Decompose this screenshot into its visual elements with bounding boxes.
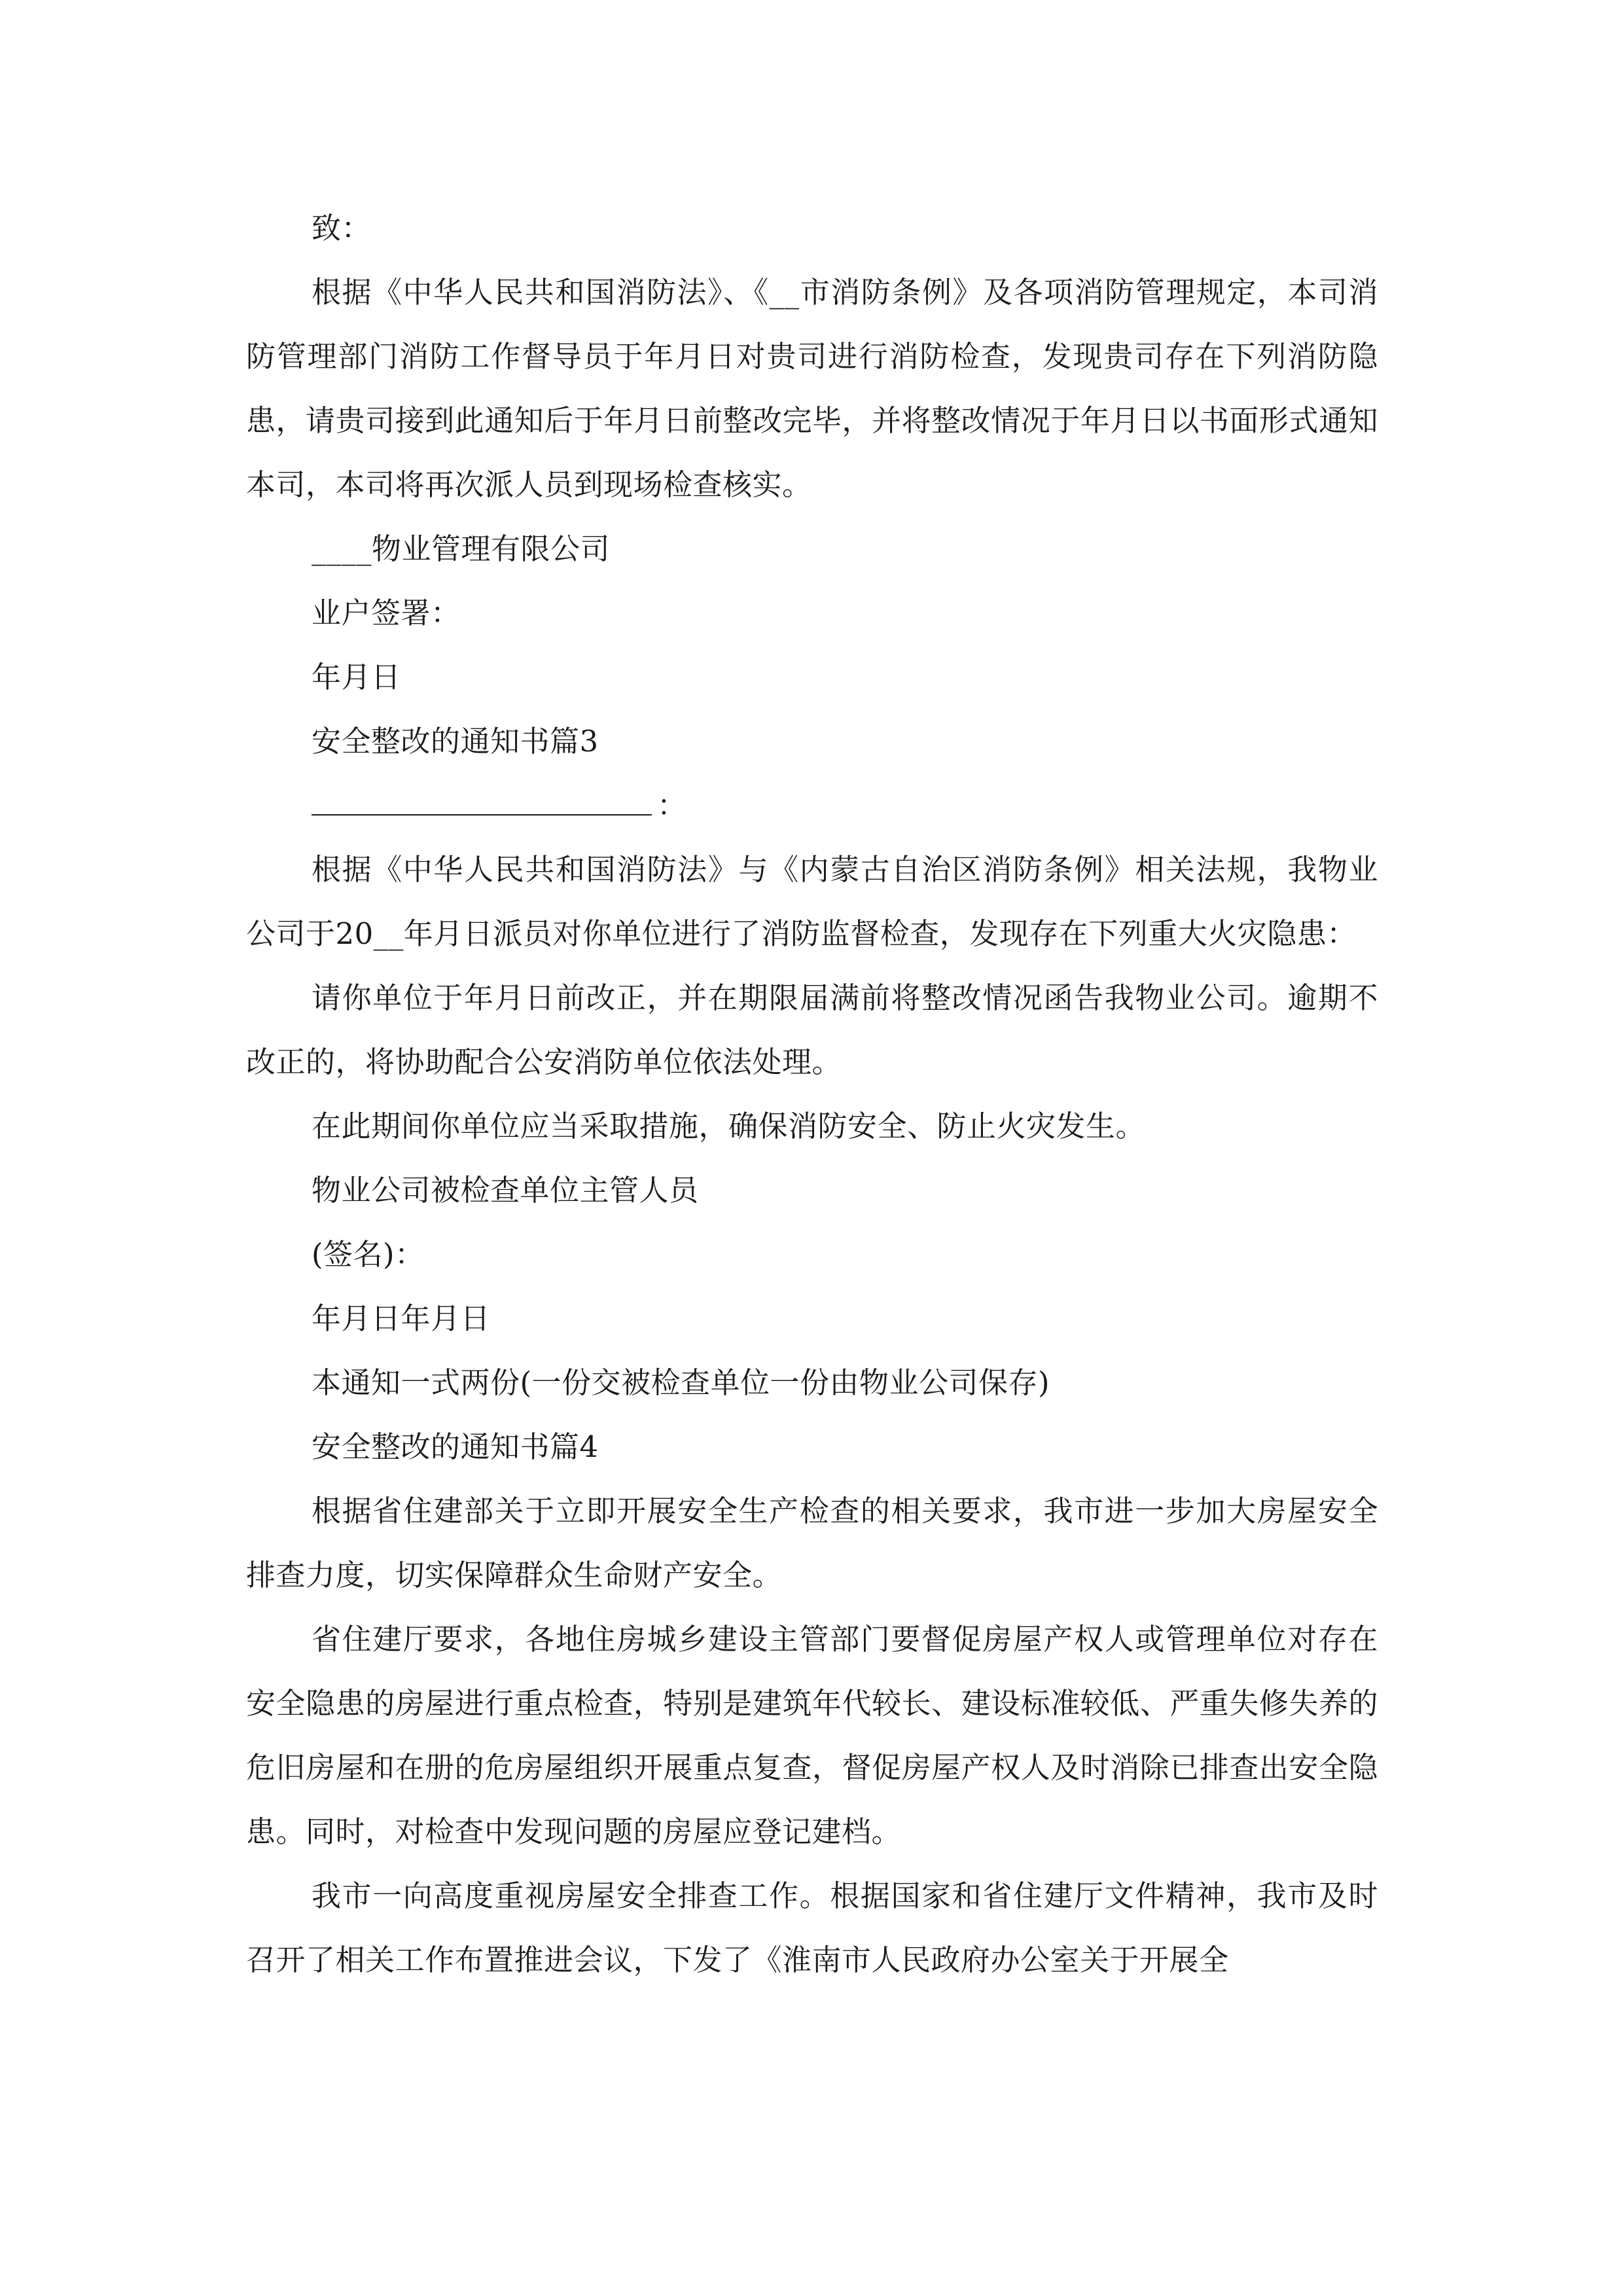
- paragraph-city-work: 我市一向高度重视房屋安全排查工作。根据国家和省住建厅文件精神，我市及时召开了相关工作布置推进会议，下发了《淮南市人民政府办公室关于开展全: [246, 1878, 1378, 1977]
- addressee-line: [246, 774, 1378, 838]
- company-signature: ____物业管理有限公司: [312, 531, 611, 566]
- addressee-colon: ：: [657, 788, 687, 823]
- salutation: 致：: [312, 211, 372, 245]
- paragraph-provincial-requirements: 省住建厅要求，各地住房城乡建设主管部门要督促房屋产权人或管理单位对存在安全隐患的房屋进行重点检查，特别是建筑年代较长、建设标准较低、严重失修失养的危旧房屋和在册的危房屋组织开展重点复查，督促房屋产权人及时消除已排查出安全隐患。同时，对检查中发现问题的房屋应登记建档。: [246, 1622, 1378, 1849]
- paragraph-housing-check: 根据省住建部关于立即开展安全生产检查的相关要求，我市进一步加大房屋安全排查力度，切实保障群众生命财产安全。: [246, 1494, 1378, 1592]
- signatories-line: 物业公司被检查单位主管人员: [312, 1173, 699, 1208]
- section-heading-3: 安全整改的通知书篇3: [312, 724, 599, 759]
- addressee-blank: [312, 788, 652, 816]
- paragraph-measures: 在此期间你单位应当采取措施，确保消防安全、防止火灾发生。: [312, 1109, 1146, 1143]
- dates-line: 年月日年月日: [312, 1301, 491, 1336]
- owner-signature-label: 业户签署：: [312, 596, 461, 630]
- paragraph-notice-intro: 根据《中华人民共和国消防法》、《__市消防条例》及各项消防管理规定，本司消防管理部门消防工作督导员于年月日对贵司进行消防检查，发现贵司存在下列消防隐患，请贵司接到此通知后于年月日前整改完毕，并将整改情况于年月日以书面形式通知本司，本司将再次派人员到现场检查核实。: [246, 275, 1378, 502]
- date-line: 年月日: [312, 660, 401, 694]
- document-body: [246, 196, 1378, 1992]
- paragraph-rectify: 请你单位于年月日前改正，并在期限届满前将整改情况函告我物业公司。逾期不改正的，将协助配合公安消防单位依法处理。: [246, 980, 1378, 1079]
- signature-label: (签名)：: [312, 1237, 425, 1272]
- copies-note: 本通知一式两份(一份交被检查单位一份由物业公司保存): [312, 1365, 1050, 1400]
- section-heading-4: 安全整改的通知书篇4: [312, 1429, 599, 1464]
- paragraph-inspection: 根据《中华人民共和国消防法》与《内蒙古自治区消防条例》相关法规，我物业公司于20__年月日派员对你单位进行了消防监督检查，发现存在下列重大火灾隐患：: [246, 852, 1378, 951]
